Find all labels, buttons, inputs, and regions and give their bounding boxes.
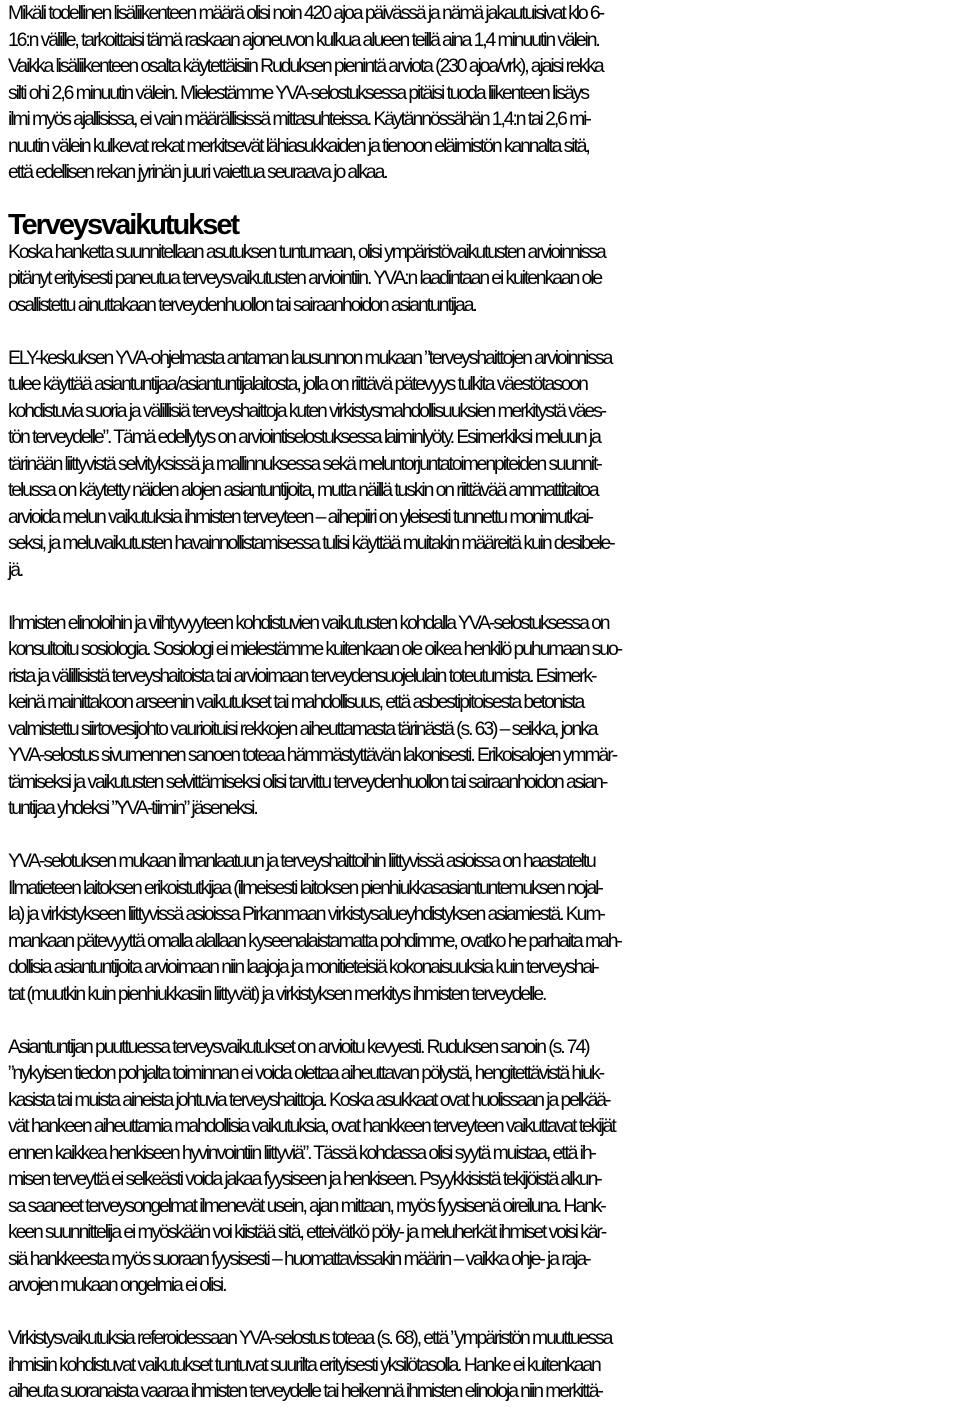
text-line: ilmi myös ajallisissa, ei vain määrällisissä mittasuhteissa. Käytännössähän 1,4:n tai 2,6 mi- — [8, 108, 590, 130]
text-line: siä hankkeesta myös suoraan fyysisesti – huomattavissakin määrin – vaikka ohje- ja raja- — [8, 1247, 590, 1270]
paragraph-spacer — [8, 1299, 956, 1326]
paragraph-air-quality-experts — [8, 848, 956, 1007]
paragraph-light-assessment — [8, 1034, 956, 1299]
text-line: pitänyt erityisesti paneutua terveysvaikutusten arviointiin. YVA:n laadintaan ei kuitenkaan ole — [8, 267, 602, 289]
text-line: arvioida melun vaikutuksia ihmisten terveyteen – aihepiiri on yleisesti tunnettu monimutkai- — [8, 505, 592, 528]
paragraph-health-assessment — [8, 239, 956, 319]
section-heading-text: Terveysvaikutukset — [8, 209, 238, 241]
text-line: Ilmatieteen laitoksen erikoistutkijaa (ilmeisesti laitoksen pienhiukkasasiantuntemuksen nojal- — [8, 876, 602, 899]
text-line: kasista tai muista aineista johtuvia terveyshaittoja. Koska asukkaat ovat huolissaan ja pelkää- — [8, 1088, 610, 1111]
paragraph-ely-statement — [8, 345, 956, 584]
paragraph-spacer — [8, 1007, 956, 1034]
text-line: ELY-keskuksen YVA-ohjelmasta antaman lausunnon mukaan ”terveyshaittojen arvioinnissa — [8, 346, 612, 369]
text-line: ennen kaikkea henkiseen hyvinvointiin liittyviä”. Tässä kohdassa olisi syytä muistaa, että ih- — [8, 1141, 595, 1164]
text-line: ”nykyisen tiedon pohjalta toiminnan ei voida olettaa aiheuttavan pölystä, hengitettävistä hiuk- — [8, 1062, 603, 1084]
text-line: vät hankeen aiheuttamia mahdollisia vaikutuksia, ovat hankkeen terveyteen vaikuttavat tekijät — [8, 1115, 615, 1137]
text-line: aiheuta suoranaista vaaraa ihmisten terveydelle tai heikennä ihmisten elinoloja niin merkittä- — [8, 1380, 602, 1402]
text-line: kohdistuvia suoria ja välillisiä terveyshaittoja kuten virkistysmahdollisuuksien merkitystä väes- — [8, 399, 606, 422]
text-line: keen suunnittelija ei myöskään voi kiistää sitä, etteivätkö pöly- ja meluherkät ihmiset voisi kär- — [8, 1221, 606, 1243]
text-line: tulee käyttää asiantuntijaa/asiantuntijalaitosta, jolla on riittävä pätevyys tulkita väestötasoon — [8, 373, 587, 395]
text-line: Mikäli todellinen lisäliikenteen määrä olisi noin 420 ajoa päivässä ja nämä jakautuisivat klo 6- — [8, 2, 603, 24]
text-line: tat (muutkin kuin pienhiukkasiin liittyvät) ja virkistyksen merkitys ihmisten terveydelle. — [8, 982, 546, 1005]
text-line: Koska hanketta suunnitellaan asutuksen tuntumaan, olisi ympäristövaikutusten arvioinnissa — [8, 240, 605, 263]
text-line: jä. — [8, 558, 23, 581]
text-line: YVA-selotuksen mukaan ilmanlaatuun ja terveyshaittoihin liittyvissä asioissa on haastateltu — [8, 850, 595, 872]
text-line: Vaikka lisäliikenteen osalta käytettäisiin Ruduksen pienintä arviota (230 ajoa/vrk), ajaisi rekka — [8, 55, 603, 77]
text-line: tämiseksi ja vaikutusten selvittämiseksi olisi tarvittu terveydenhuollon tai sairaanhoidon asian- — [8, 770, 607, 793]
text-line: Virkistysvaikutuksia referoidessaan YVA-selostus toteaa (s. 68), että ”ympäristön muuttuessa — [8, 1327, 612, 1349]
paragraph-spacer — [8, 318, 956, 345]
paragraph-sociologist — [8, 610, 956, 822]
text-line: rista ja välillisistä terveyshaitoista tai arvioimaan terveydensuojelulain toteutumista. Esimerk- — [8, 664, 596, 687]
paragraph-traffic-intervals — [8, 0, 956, 186]
text-line: keinä mainittakoon arseenin vaikutukset tai mahdollisuus, että asbestipitoisesta betonista — [8, 691, 584, 713]
text-line: sa saaneet terveysongelmat ilmenevät usein, ajan mittaan, myös fyysisenä oireiluna. Hank- — [8, 1194, 605, 1217]
text-line: dollisia asiantuntijoita arvioimaan niin laajoja ja monitieteisiä kokonaisuuksia kuin terveyshai- — [8, 956, 598, 978]
paragraph-spacer — [8, 583, 956, 610]
text-line: seksi, ja meluvaikutusten havainnollistamisessa tulisi käyttää muitakin määreitä kuin desibele- — [8, 532, 614, 554]
text-line: Asiantuntijan puuttuessa terveysvaikutukset on arvioitu kevyesti. Ruduksen sanoin (s. 74) — [8, 1035, 589, 1058]
text-line: tön terveydelle”. Tämä edellytys on arviointiselostuksessa laiminlyöty. Esimerkiksi meluun ja — [8, 426, 600, 448]
text-line: tuntijaa yhdeksi ”YVA-tiimin” jäseneksi. — [8, 797, 257, 819]
text-line: nuutin välein kulkevat rekat merkitsevät lähiasukkaiden ja tienoon eläimistön kannalta sitä, — [8, 134, 589, 157]
paragraph-recreation-effects — [8, 1325, 956, 1405]
text-line: ihmisiin kohdistuvat vaikutukset tuntuvat suurilta erityisesti yksilötasolla. Hanke ei kuitenkaan — [8, 1353, 600, 1376]
text-line: arvojen mukaan ongelmia ei olisi. — [8, 1274, 226, 1296]
text-line: la) ja virkistykseen liittyvissä asioissa Pirkanmaan virkistysalueyhdistyksen asiamiestä. Kum- — [8, 903, 604, 925]
text-line: telussa on käytetty näiden alojen asiantuntijoita, mutta näillä tuskin on riittävää ammattitaitoa — [8, 479, 598, 501]
text-line: osallistettu ainuttakaan terveydenhuollon tai sairaanhoidon asiantuntijaa. — [8, 293, 476, 316]
text-line: että edellisen rekan jyrinän juuri vaiettua seuraava jo alkaa. — [8, 161, 387, 183]
text-line: Ihmisten elinoloihin ja viihtyvyyteen kohdistuvien vaikutusten kohdalla YVA-selostuksessa on — [8, 611, 609, 634]
text-line: mankaan pätevyyttä omalla alallaan kyseenalaistamatta pohdimme, ovatko he parhaita mah- — [8, 929, 621, 952]
text-line: valmistettu siirtovesijohto vaurioituisi rekkojen aiheuttamasta tärinästä (s. 63) – seikka, jonka — [8, 717, 597, 740]
text-line: tärinään liittyvistä selvityksissä ja mallinnuksessa sekä meluntorjuntatoimenpiteiden suunnit- — [8, 452, 601, 475]
text-line: 16:n välille, tarkoittaisi tämä raskaan ajoneuvon kulkua alueen teillä aina 1,4 minuutin välein. — [8, 28, 599, 51]
paragraph-spacer — [8, 822, 956, 849]
text-line: misen terveyttä ei selkeästi voida jakaa fyysiseen ja henkiseen. Psyykkisistä tekijöistä alkun- — [8, 1168, 601, 1190]
text-line: konsultoitu sosiologia. Sosiologi ei mielestämme kuitenkaan ole oikea henkilö puhumaan suo- — [8, 638, 622, 660]
text-line: YVA-selostus sivumennen sanoen toteaa hämmästyttävän lakonisesti. Erikoisalojen ymmär- — [8, 744, 616, 766]
section-heading — [8, 209, 956, 241]
text-line: silti ohi 2,6 minuutin välein. Mielestämme YVA-selostuksessa pitäisi tuoda liikenteen lisäys — [8, 81, 588, 104]
